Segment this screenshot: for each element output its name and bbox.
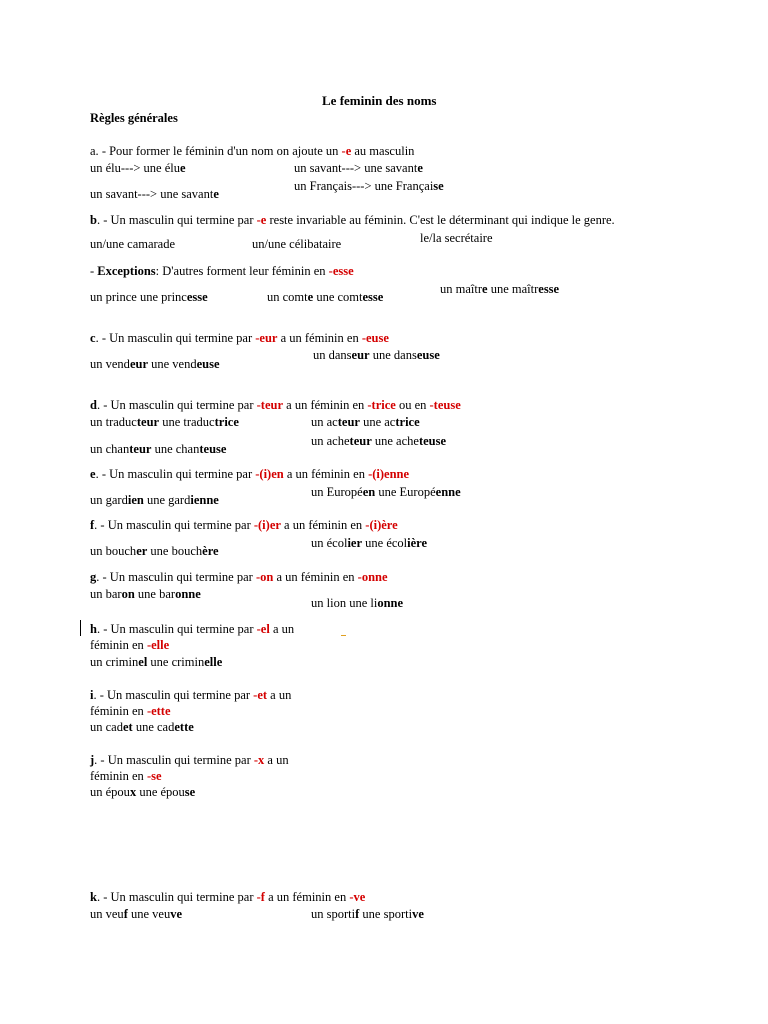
example-i-1: un cadet une cadette xyxy=(90,720,194,734)
example-e-2: un Européen une Européenne xyxy=(311,485,461,499)
example-k-1: un veuf une veuve xyxy=(90,907,183,921)
example-g-1: un baron une baronne xyxy=(90,587,201,601)
example-b-2: un/une célibataire xyxy=(252,237,342,251)
rule-h-cont: féminin en -elle xyxy=(90,638,170,652)
rule-c: c. - Un masculin qui termine par -eur a un féminin en -euse xyxy=(90,331,389,345)
example-c-1: un vendeur une vendeuse xyxy=(90,357,220,371)
page-title: Le feminin des noms xyxy=(322,93,437,108)
text-cursor xyxy=(80,620,81,636)
example-e-1: un gardien une gardienne xyxy=(90,493,219,507)
example-k-2: un sportif une sportive xyxy=(311,907,424,921)
example-a-1: un élu---> une élue xyxy=(90,161,186,175)
example-a-3: un savant---> une savante xyxy=(90,187,219,201)
example-h-1: un criminel une criminelle xyxy=(90,655,223,669)
rule-j: j. - Un masculin qui termine par -x a un xyxy=(90,753,289,767)
rule-a: a. - Pour former le féminin d'un nom on ajoute un -e au masculin xyxy=(90,144,415,158)
example-f-1: un boucher une bouchère xyxy=(90,544,219,558)
example-d-4: un acheteur une acheteuse xyxy=(311,434,447,448)
example-g-2: un lion une lionne xyxy=(311,596,404,610)
example-exc-1: un prince une princesse xyxy=(90,290,208,304)
rule-e: e. - Un masculin qui termine par -(i)en a un féminin en -(i)enne xyxy=(90,467,410,481)
rule-k: k. - Un masculin qui termine par -f a un féminin en -ve xyxy=(90,890,366,904)
example-d-2: un acteur une actrice xyxy=(311,415,420,429)
example-b-1: un/une camarade xyxy=(90,237,176,251)
example-f-2: un écolier une écolière xyxy=(311,536,428,550)
rule-h: h. - Un masculin qui termine par -el a un xyxy=(90,622,295,636)
example-exc-3: un maître une maîtresse xyxy=(440,282,560,296)
example-exc-2: un comte une comtesse xyxy=(267,290,384,304)
stray-mark xyxy=(341,635,346,636)
example-c-2: un danseur une danseuse xyxy=(313,348,440,362)
example-d-1: un traducteur une traductrice xyxy=(90,415,239,429)
rule-i-cont: féminin en -ette xyxy=(90,704,171,718)
example-a-2: un savant---> une savante xyxy=(294,161,423,175)
rule-g: g. - Un masculin qui termine par -on a un féminin en -onne xyxy=(90,570,388,584)
rule-i: i. - Un masculin qui termine par -et a un xyxy=(90,688,292,702)
example-d-3: un chanteur une chanteuse xyxy=(90,442,227,456)
rule-exceptions: - Exceptions: D'autres forment leur féminin en -esse xyxy=(90,264,354,278)
example-a-4: un Français---> une Française xyxy=(294,179,444,193)
rule-f: f. - Un masculin qui termine par -(i)er a un féminin en -(i)ère xyxy=(90,518,398,532)
example-j-1: un époux une épouse xyxy=(90,785,196,799)
section-heading: Règles générales xyxy=(90,111,178,125)
example-b-3: le/la secrétaire xyxy=(420,231,493,245)
rule-j-cont: féminin en -se xyxy=(90,769,162,783)
rule-d: d. - Un masculin qui termine par -teur a un féminin en -trice ou en -teuse xyxy=(90,398,461,412)
rule-b: b. - Un masculin qui termine par -e reste invariable au féminin. C'est le déterminant qui indique le genre. xyxy=(90,213,615,227)
